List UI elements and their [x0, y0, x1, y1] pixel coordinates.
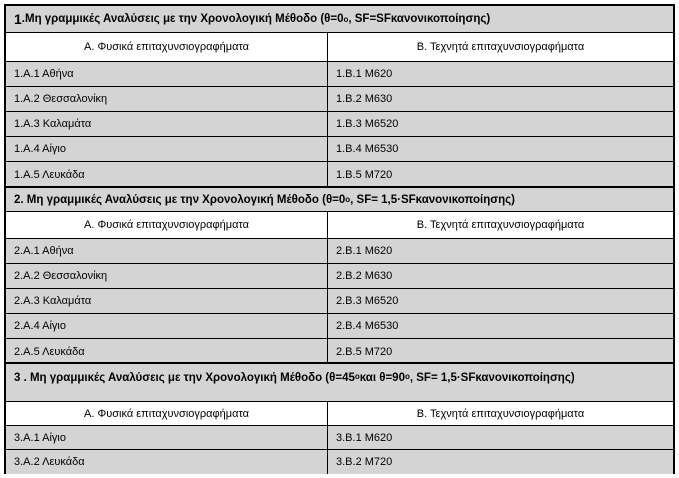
table-row	[6, 239, 673, 264]
natural-record-cell: 1.Α.5 Λευκάδα	[6, 162, 328, 187]
natural-record-cell: 1.Α.4 Αίγιο	[6, 137, 328, 161]
column-header-artificial: Β. Τεχνητά επιταχυνσιογραφήματα	[416, 41, 585, 53]
table-row	[6, 112, 673, 137]
table-row	[6, 162, 673, 187]
table-row	[6, 264, 673, 289]
artificial-record-cell: 1.Β.5 Μ720	[336, 168, 393, 181]
column-header-artificial: Β. Τεχνητά επιταχυνσιογραφήματα	[416, 219, 585, 231]
natural-record-cell: 2.Α.1 Αθήνα	[6, 239, 328, 263]
artificial-record-cell: 2.Β.2 Μ630	[336, 270, 393, 282]
natural-record-cell: 2.Α.2 Θεσσαλονίκη	[6, 264, 328, 288]
table-row	[6, 62, 673, 87]
natural-record-cell: 1.Α.2 Θεσσαλονίκη	[6, 87, 328, 111]
column-header-natural: Α. Φυσικά επιταχυνσιογραφήματα	[6, 33, 328, 61]
section-1	[6, 6, 673, 186]
table-row	[6, 87, 673, 112]
artificial-record-cell: 2.Β.1 Μ620	[336, 245, 393, 257]
section-2	[6, 186, 673, 364]
section-3-header-row	[6, 402, 673, 426]
table-row	[6, 426, 673, 450]
section-1-title: 1 .Μη γραμμικές Αναλύσεις με την Χρονολογική Μέθοδο (θ=0 o , SF=SFκανονικοποίησης)	[6, 6, 673, 33]
natural-record-cell: 3.Α.1 Αίγιο	[6, 426, 328, 449]
artificial-record-cell: 2.Β.4 Μ6530	[336, 320, 399, 332]
table-row	[6, 137, 673, 162]
natural-record-cell: 1.Α.1 Αθήνα	[6, 62, 328, 86]
artificial-record-cell: 3.Β.1 Μ620	[336, 431, 393, 444]
column-header-artificial: Β. Τεχνητά επιταχυνσιογραφήματα	[416, 407, 585, 420]
table-row	[6, 314, 673, 339]
table-row	[6, 289, 673, 314]
natural-record-cell: 2.Α.3 Καλαμάτα	[6, 289, 328, 313]
natural-record-cell: 2.Α.4 Αίγιο	[6, 314, 328, 338]
natural-record-cell: 3.Α.2 Λευκάδα	[6, 450, 328, 474]
table-row	[6, 450, 673, 474]
section-3-title: 3 . Μη γραμμικές Αναλύσεις με την Χρονολογική Μέθοδο (θ=45 o και θ=90 o , SF= 1,5·SFκανονικοποίησης)	[6, 364, 673, 402]
artificial-record-cell: 2.Β.3 Μ6520	[336, 295, 399, 307]
artificial-record-cell: 3.Β.2 Μ720	[336, 456, 393, 468]
table-row	[6, 339, 673, 364]
natural-record-cell: 2.Α.5 Λευκάδα	[6, 339, 328, 364]
column-header-natural: Α. Φυσικά επιταχυνσιογραφήματα	[6, 402, 328, 425]
artificial-record-cell: 2.Β.5 Μ720	[336, 345, 393, 358]
section-2-header-row	[6, 212, 673, 239]
artificial-record-cell: 1.Β.3 Μ6520	[336, 118, 399, 130]
section-3	[6, 362, 673, 474]
column-header-natural: Α. Φυσικά επιταχυνσιογραφήματα	[6, 212, 328, 238]
natural-record-cell: 1.Α.3 Καλαμάτα	[6, 112, 328, 136]
section-1-header-row	[6, 33, 673, 62]
section-2-title: 2. Μη γραμμικές Αναλύσεις με την Χρονολογική Μέθοδο (θ=0 o , SF= 1,5·SFκανονικοποίησης)	[6, 188, 673, 212]
artificial-record-cell: 1.Β.2 Μ630	[336, 93, 393, 105]
artificial-record-cell: 1.Β.1 Μ620	[336, 68, 393, 80]
artificial-record-cell: 1.Β.4 Μ6530	[336, 143, 399, 155]
analysis-table	[4, 4, 675, 474]
